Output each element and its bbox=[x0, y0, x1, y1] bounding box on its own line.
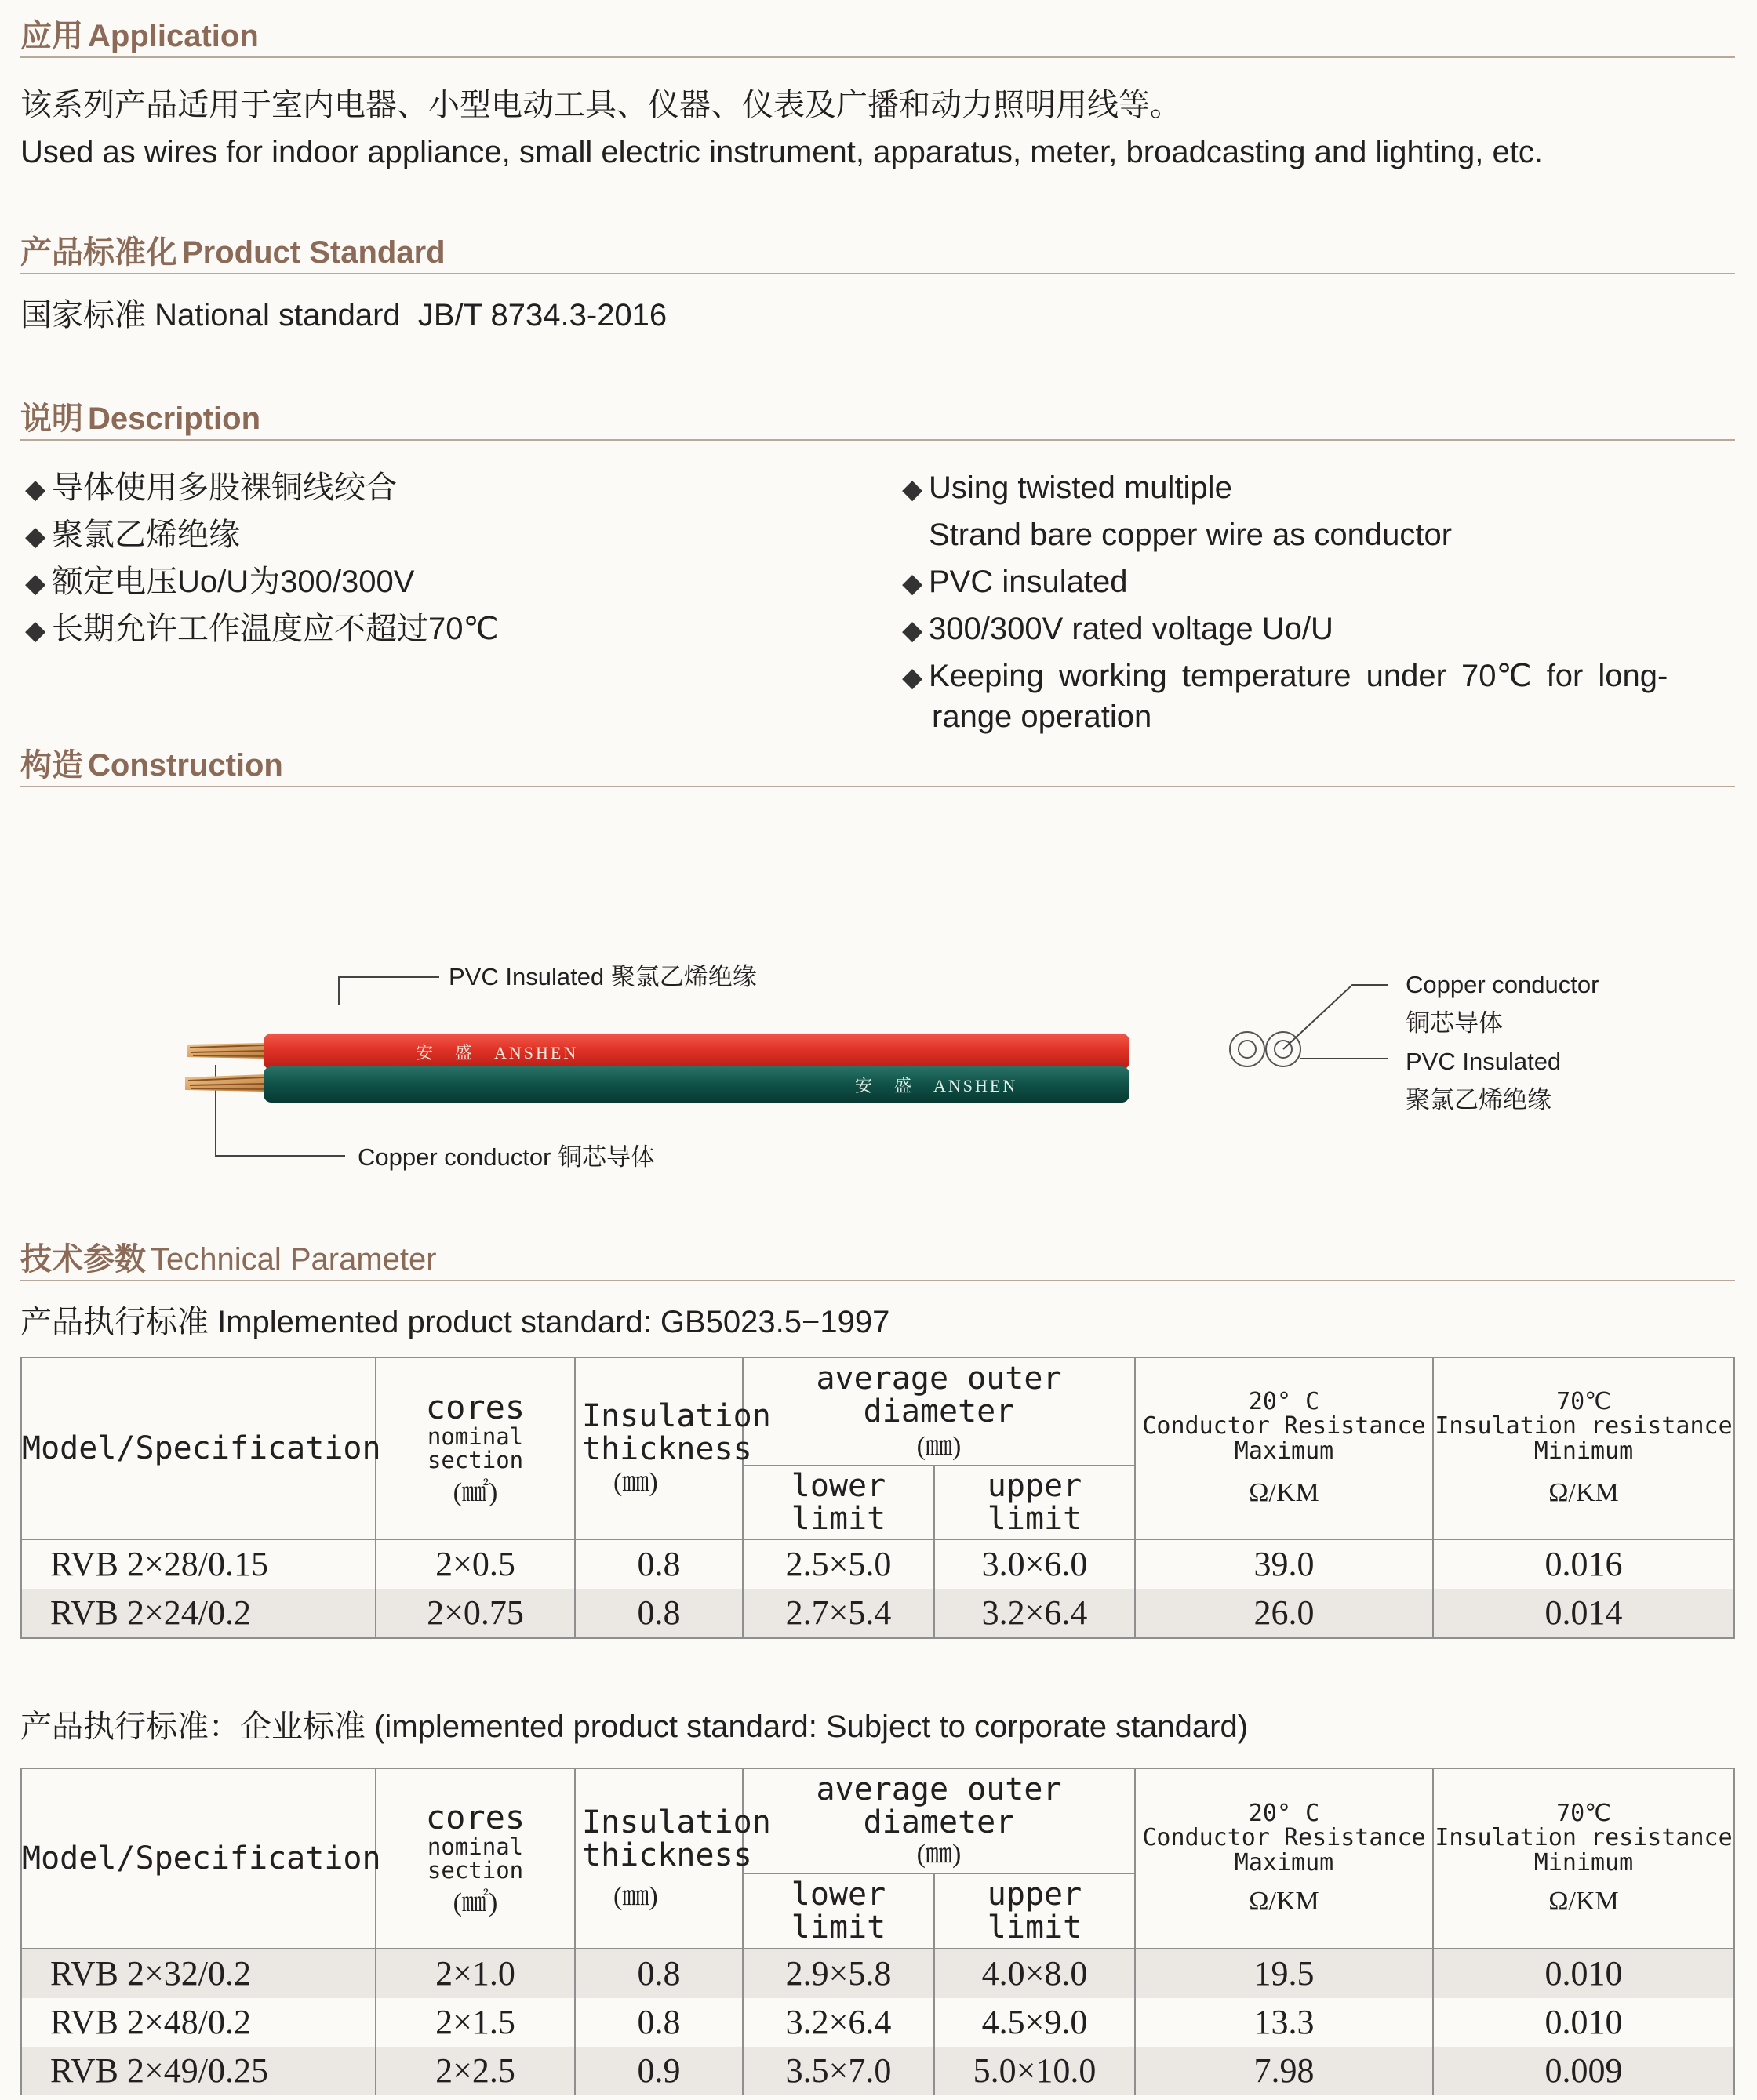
cell-section: 2×2.5 bbox=[376, 2047, 575, 2095]
cell-thickness: 0.8 bbox=[575, 1998, 743, 2047]
cell-section: 2×0.5 bbox=[376, 1539, 575, 1589]
desc-cn-item: ◆ 额定电压Uo/U为300/300V bbox=[25, 563, 414, 602]
header-lower-limit: lower limit bbox=[743, 1873, 934, 1949]
desc-en-item: ◆ Keeping working temperature under 70℃ for long- bbox=[902, 657, 1733, 696]
header-insulation-resistance: 70℃ Insulation resistance Minimum Ω/KM bbox=[1433, 1768, 1734, 1949]
diamond-bullet-icon: ◆ bbox=[25, 569, 46, 598]
desc-cn-item: ◆ 长期允许工作温度应不超过70℃ bbox=[25, 610, 498, 649]
description-section-title bbox=[20, 400, 1735, 441]
cell-thickness: 0.8 bbox=[575, 1949, 743, 1998]
header-conductor-resistance: 20° C Conductor Resistance Maximum Ω/KM bbox=[1135, 1357, 1433, 1539]
cable-construction-diagram bbox=[0, 800, 1757, 1208]
application-text-cn: 该系列产品适用于室内电器、小型电动工具、仪器、仪表及广播和动力照明用线等。 bbox=[20, 88, 1181, 122]
diamond-bullet-icon: ◆ bbox=[25, 474, 46, 504]
cable-print-green: 安 盛 ANSHEN bbox=[855, 1076, 1018, 1095]
header-lower-limit: lower limit bbox=[743, 1466, 934, 1539]
copper-strands-top bbox=[187, 1043, 267, 1059]
header-model: Model/Specification bbox=[21, 1768, 376, 1949]
cable-print-red: 安 盛 ANSHEN bbox=[416, 1043, 579, 1063]
cell-upper: 5.0×10.0 bbox=[934, 2047, 1135, 2095]
diamond-bullet-icon: ◆ bbox=[25, 521, 46, 551]
desc-cn-item: ◆ 导体使用多股裸铜线绞合 bbox=[25, 469, 397, 508]
cell-model: RVB 2×48/0.2 bbox=[21, 1998, 376, 2047]
description-title-cn: 说明 bbox=[20, 401, 83, 436]
application-section-title bbox=[20, 17, 1735, 58]
header-insulation-resistance: 70℃ Insulation resistance Minimum Ω/KM bbox=[1433, 1357, 1734, 1539]
cell-model: RVB 2×28/0.15 bbox=[21, 1539, 376, 1589]
cell-thickness: 0.8 bbox=[575, 1589, 743, 1638]
application-text-en: Used as wires for indoor appliance, small electric instrument, apparatus, meter, broadcasting and lighting, etc. bbox=[20, 135, 1543, 169]
diamond-bullet-icon: ◆ bbox=[902, 663, 923, 692]
standard-label-cn: 国家标准 bbox=[20, 298, 146, 332]
standard-code: JB/T 8734.3-2016 bbox=[417, 298, 668, 332]
application-title-en: Application bbox=[88, 19, 259, 53]
cell-lower: 2.5×5.0 bbox=[743, 1539, 934, 1589]
cell-upper: 3.0×6.0 bbox=[934, 1539, 1135, 1589]
section-label-pvc-cn: 聚氯乙烯绝缘 bbox=[1406, 1086, 1551, 1114]
spec-table-2 bbox=[20, 1768, 1735, 2095]
header-outer-diameter: average outer diameter (㎜) bbox=[743, 1357, 1135, 1466]
cell-lower: 3.2×6.4 bbox=[743, 1998, 934, 2047]
section-label-copper: Copper conductor bbox=[1406, 971, 1599, 998]
desc-en-item: ◆ PVC insulated bbox=[902, 563, 1127, 602]
cell-resistance: 7.98 bbox=[1135, 2047, 1433, 2095]
table-row bbox=[21, 1539, 1734, 1589]
cell-model: RVB 2×49/0.25 bbox=[21, 2047, 376, 2095]
standard-label-en: National standard bbox=[155, 298, 401, 332]
desc-en-item: ◆ 300/300V rated voltage Uo/U bbox=[902, 610, 1333, 649]
header-upper-limit: upper limit bbox=[934, 1466, 1135, 1539]
standard-section-title bbox=[20, 234, 1735, 274]
cell-insulation: 0.009 bbox=[1433, 2047, 1734, 2095]
construction-title-cn: 构造 bbox=[20, 748, 83, 783]
desc-en-item: ◆ Using twisted multiple bbox=[902, 469, 1232, 508]
cell-model: RVB 2×32/0.2 bbox=[21, 1949, 376, 1998]
cell-insulation: 0.014 bbox=[1433, 1589, 1734, 1638]
technical-title-cn: 技术参数 bbox=[20, 1242, 146, 1277]
cable-cross-section bbox=[1230, 1032, 1300, 1066]
cell-insulation: 0.010 bbox=[1433, 1998, 1734, 2047]
cell-resistance: 19.5 bbox=[1135, 1949, 1433, 1998]
table-row bbox=[21, 1589, 1734, 1638]
diamond-bullet-icon: ◆ bbox=[902, 569, 923, 598]
cell-lower: 2.9×5.8 bbox=[743, 1949, 934, 1998]
standard-title-en: Product Standard bbox=[182, 235, 446, 270]
header-cores: cores nominal section (㎟) bbox=[376, 1357, 575, 1539]
header-outer-diameter: average outer diameter (㎜) bbox=[743, 1768, 1135, 1873]
cell-section: 2×1.5 bbox=[376, 1998, 575, 2047]
header-insulation-thickness: Insulation thickness (㎜) bbox=[575, 1768, 743, 1949]
cell-thickness: 0.8 bbox=[575, 1539, 743, 1589]
section-copper-leader bbox=[1283, 985, 1388, 1049]
desc-en-item-cont: Strand bare copper wire as conductor bbox=[929, 518, 1453, 552]
table-row bbox=[21, 2047, 1734, 2095]
cell-upper: 4.0×8.0 bbox=[934, 1949, 1135, 1998]
header-cores: cores nominal section (㎟) bbox=[376, 1768, 575, 1949]
table-row bbox=[21, 1998, 1734, 2047]
description-title-en: Description bbox=[88, 401, 261, 436]
spec-table-1 bbox=[20, 1357, 1735, 1639]
cell-insulation: 0.016 bbox=[1433, 1539, 1734, 1589]
pvc-insulated-label: PVC Insulated 聚氯乙烯绝缘 bbox=[449, 963, 757, 990]
application-title-cn: 应用 bbox=[20, 19, 83, 53]
cell-upper: 3.2×6.4 bbox=[934, 1589, 1135, 1638]
construction-section-title bbox=[20, 747, 1735, 787]
diamond-bullet-icon: ◆ bbox=[25, 616, 46, 645]
standard-title-cn: 产品标准化 bbox=[20, 235, 177, 270]
table1-caption: 产品执行标准 Implemented product standard: GB5023.5−1997 bbox=[20, 1305, 890, 1339]
section-label-pvc: PVC Insulated bbox=[1406, 1048, 1562, 1075]
cell-lower: 3.5×7.0 bbox=[743, 2047, 934, 2095]
national-standard bbox=[20, 296, 667, 334]
cell-model: RVB 2×24/0.2 bbox=[21, 1589, 376, 1638]
desc-en-item-cont: range operation bbox=[932, 699, 1152, 734]
cell-resistance: 39.0 bbox=[1135, 1539, 1433, 1589]
cell-thickness: 0.9 bbox=[575, 2047, 743, 2095]
diamond-bullet-icon: ◆ bbox=[902, 474, 923, 504]
cell-section: 2×0.75 bbox=[376, 1589, 575, 1638]
table-row bbox=[21, 1949, 1734, 1998]
section-label-copper-cn: 铜芯导体 bbox=[1406, 1009, 1503, 1037]
cell-lower: 2.7×5.4 bbox=[743, 1589, 934, 1638]
technical-title-en: Technical Parameter bbox=[151, 1242, 437, 1277]
header-insulation-thickness: Insulation thickness (㎜) bbox=[575, 1357, 743, 1539]
table2-caption: 产品执行标准：企业标准 (implemented product standard: Subject to corporate standard) bbox=[20, 1709, 1249, 1744]
pvc-leader-line bbox=[339, 977, 439, 1005]
red-core bbox=[264, 1034, 1130, 1070]
cell-insulation: 0.010 bbox=[1433, 1949, 1734, 1998]
header-model: Model/Specification bbox=[21, 1357, 376, 1539]
cell-resistance: 13.3 bbox=[1135, 1998, 1433, 2047]
cell-section: 2×1.0 bbox=[376, 1949, 575, 1998]
copper-strands-bottom bbox=[185, 1074, 267, 1092]
header-conductor-resistance: 20° C Conductor Resistance Maximum Ω/KM bbox=[1135, 1768, 1433, 1949]
desc-cn-item: ◆ 聚氯乙烯绝缘 bbox=[25, 516, 240, 555]
diamond-bullet-icon: ◆ bbox=[902, 616, 923, 645]
technical-section-title bbox=[20, 1241, 1735, 1281]
copper-conductor-label: Copper conductor 铜芯导体 bbox=[358, 1143, 656, 1171]
header-upper-limit: upper limit bbox=[934, 1873, 1135, 1949]
cell-resistance: 26.0 bbox=[1135, 1589, 1433, 1638]
cell-upper: 4.5×9.0 bbox=[934, 1998, 1135, 2047]
construction-title-en: Construction bbox=[88, 748, 283, 783]
